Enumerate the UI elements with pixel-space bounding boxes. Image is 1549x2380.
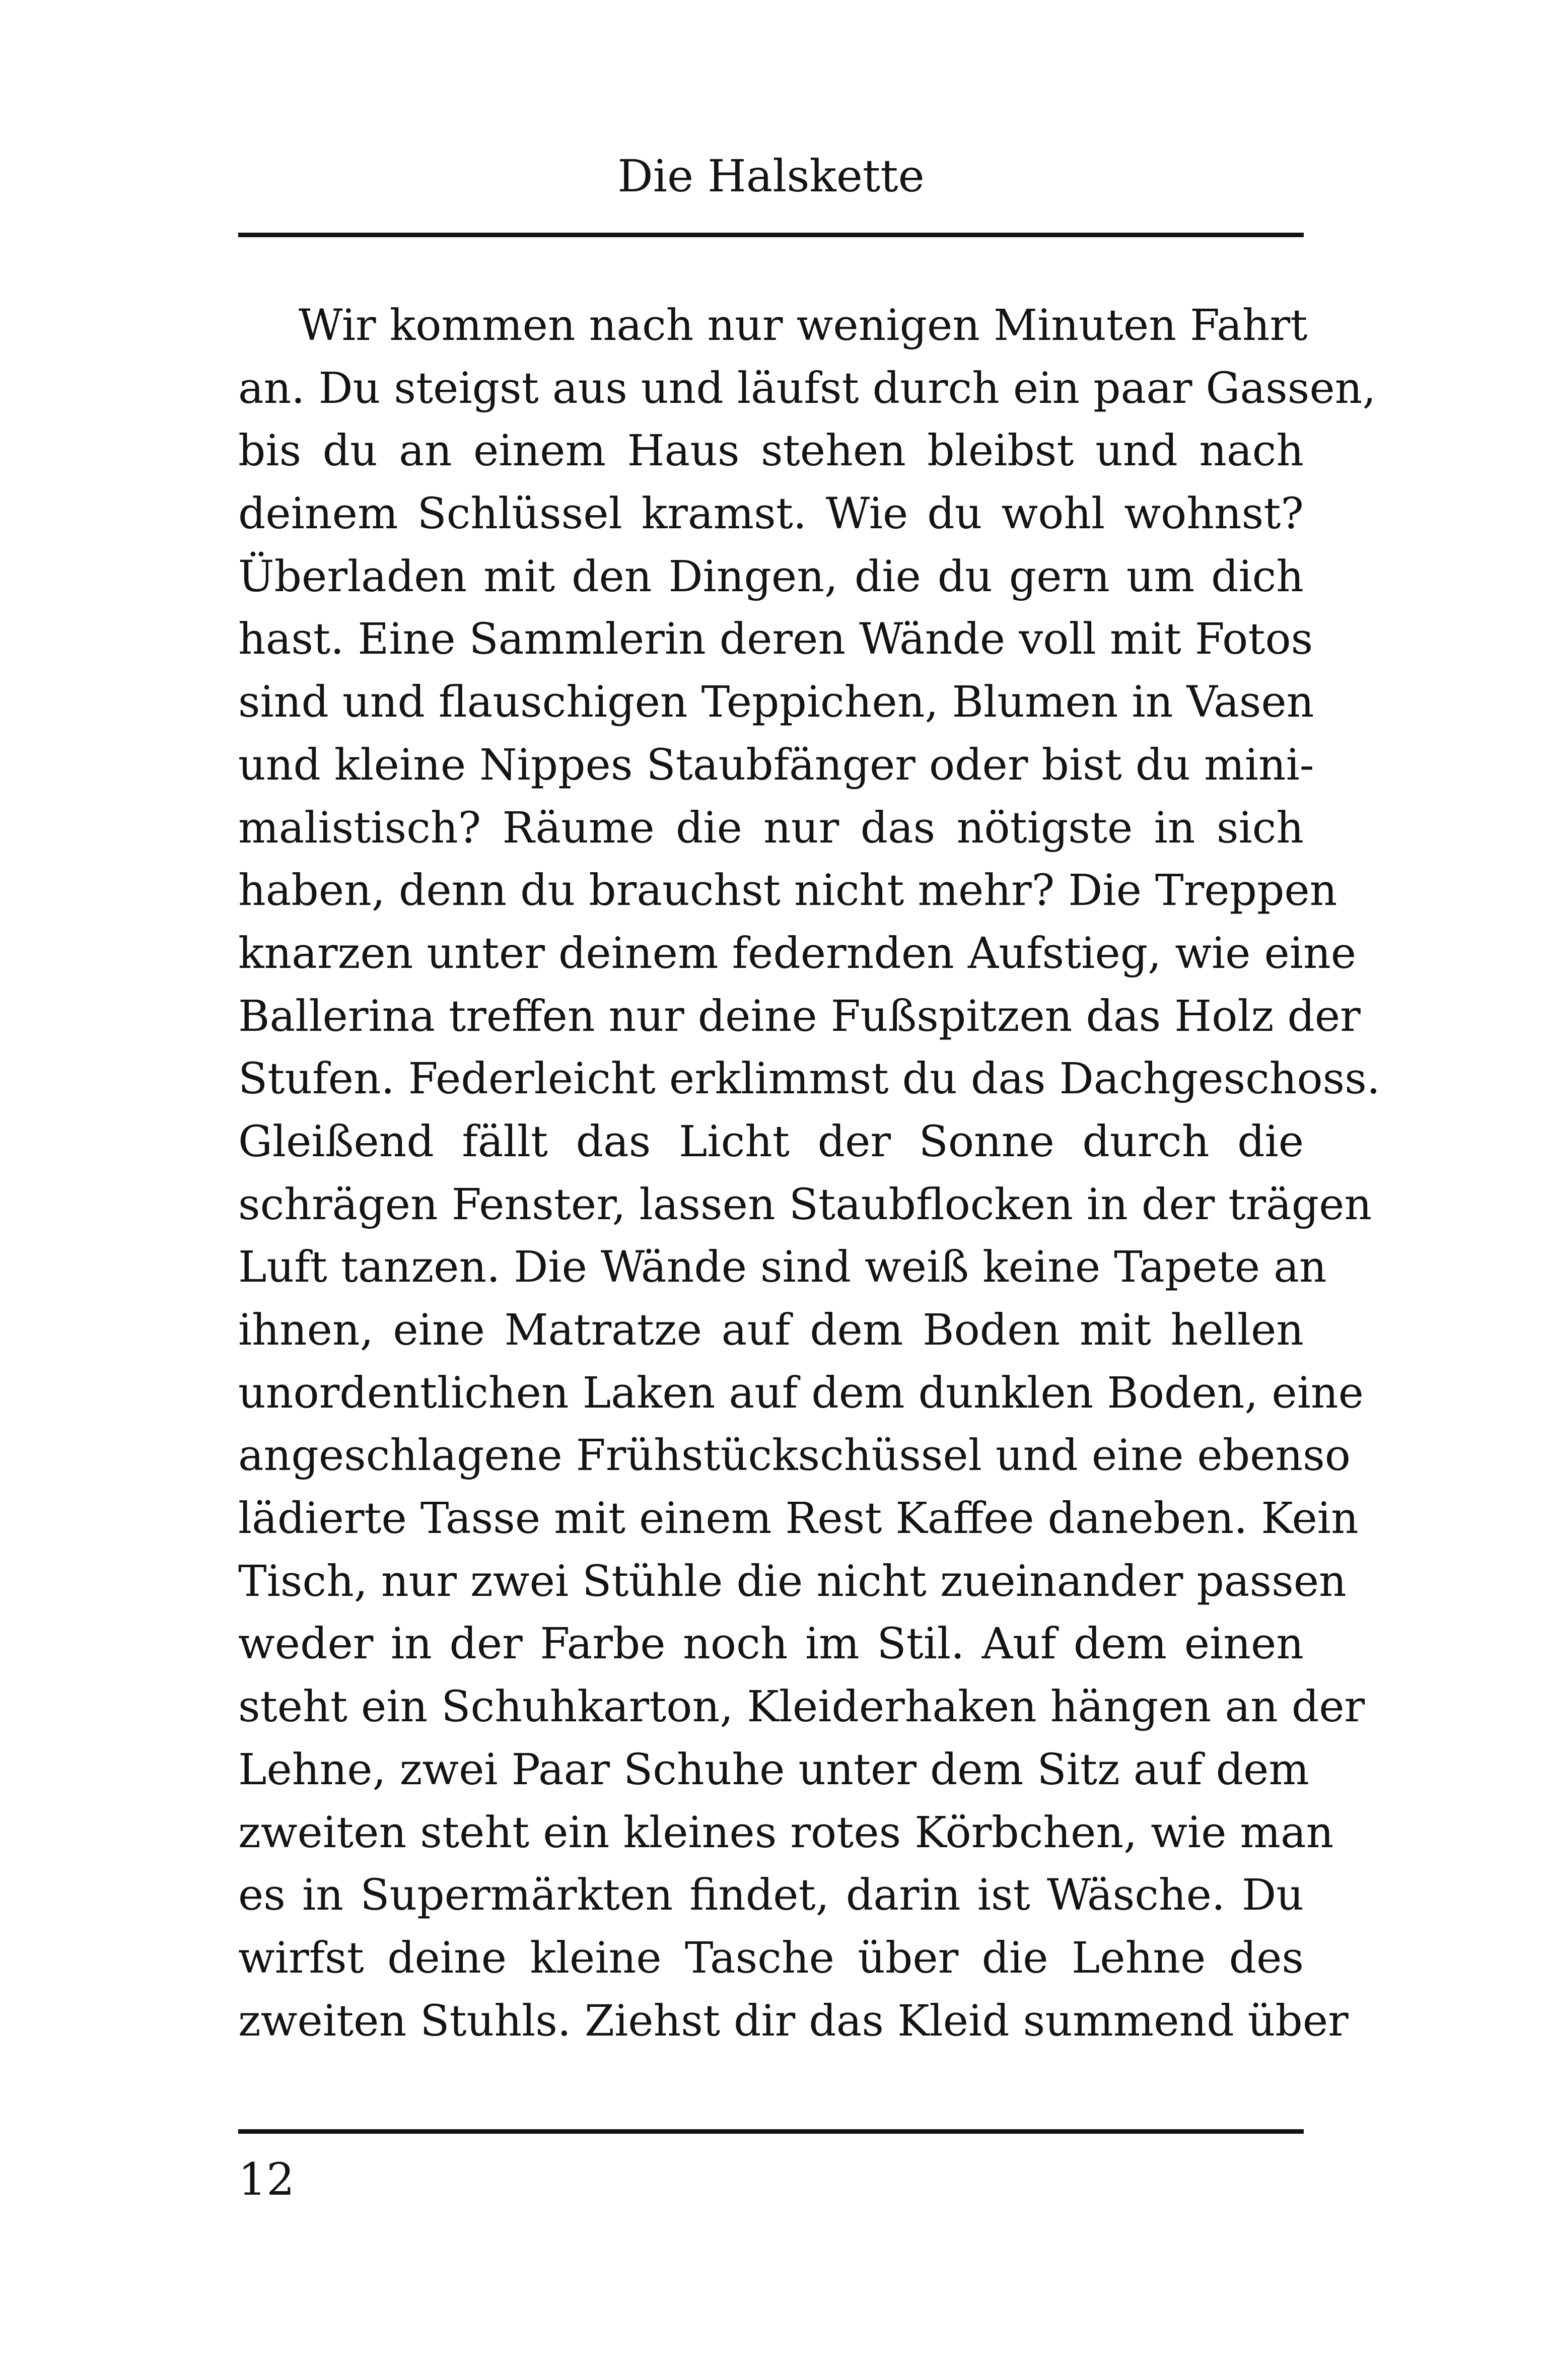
text-line: Ballerina treffen nur deine Fußspitzen das Holz der — [238, 991, 1361, 1041]
text-line: Wir kommen nach nur wenigen Minuten Fahrt — [299, 301, 1308, 351]
text-line: es in Supermärkten findet, darin ist Wäsche. Du — [238, 1870, 1304, 1921]
text-line: an. Du steigst aus und läufst durch ein paar Gassen, — [238, 363, 1376, 413]
text-line: wirfst deine kleine Tasche über die Lehne des — [238, 1933, 1304, 1983]
text-line: und kleine Nippes Staubfänger oder bist du mini- — [238, 740, 1314, 790]
running-header-title: Die Halskette — [617, 150, 925, 202]
text-line: angeschlagene Frühstückschüssel und eine ebenso — [238, 1431, 1351, 1481]
footer-rule — [238, 2129, 1304, 2134]
text-line: ihnen, eine Matratze auf dem Boden mit hellen — [238, 1305, 1304, 1355]
text-line: unordentlichen Laken auf dem dunklen Boden, eine — [238, 1368, 1364, 1418]
text-line: bis du an einem Haus stehen bleibst und nach — [238, 426, 1304, 476]
text-line: Überladen mit den Dingen, die du gern um dich — [238, 551, 1304, 602]
text-line: Stufen. Federleicht erklimmst du das Dachgeschoss. — [238, 1054, 1380, 1104]
text-line: steht ein Schuhkarton, Kleiderhaken hängen an der — [238, 1682, 1365, 1732]
text-line: Luft tanzen. Die Wände sind weiß keine Tapete an — [238, 1242, 1327, 1293]
text-line: Lehne, zwei Paar Schuhe unter dem Sitz auf dem — [238, 1744, 1309, 1795]
text-line: zweiten steht ein kleines rotes Körbchen, wie man — [238, 1807, 1334, 1858]
text-line: deinem Schlüssel kramst. Wie du wohl wohnst? — [238, 489, 1304, 539]
text-line: Tisch, nur zwei Stühle die nicht zueinander passen — [238, 1556, 1347, 1606]
header-rule — [238, 233, 1304, 237]
text-line: schrägen Fenster, lassen Staubflocken in der trägen — [238, 1179, 1372, 1230]
text-line: malistisch? Räume die nur das nötigste in sich — [238, 803, 1304, 853]
page-number: 12 — [238, 2153, 295, 2205]
text-line: haben, denn du brauchst nicht mehr? Die Treppen — [238, 866, 1337, 916]
text-line: weder in der Farbe noch im Stil. Auf dem einen — [238, 1619, 1304, 1669]
text-line: sind und flauschigen Teppichen, Blumen in Vasen — [238, 677, 1314, 728]
text-line: Gleißend fällt das Licht der Sonne durch die — [238, 1116, 1304, 1167]
body-text — [238, 295, 1380, 2053]
text-line: hast. Eine Sammlerin deren Wände voll mit Fotos — [238, 614, 1313, 665]
text-line: zweiten Stuhls. Ziehst dir das Kleid summend über — [238, 1996, 1349, 2046]
text-line: lädierte Tasse mit einem Rest Kaffee daneben. Kein — [238, 1494, 1359, 1544]
text-line: knarzen unter deinem federnden Aufstieg, wie eine — [238, 928, 1357, 978]
